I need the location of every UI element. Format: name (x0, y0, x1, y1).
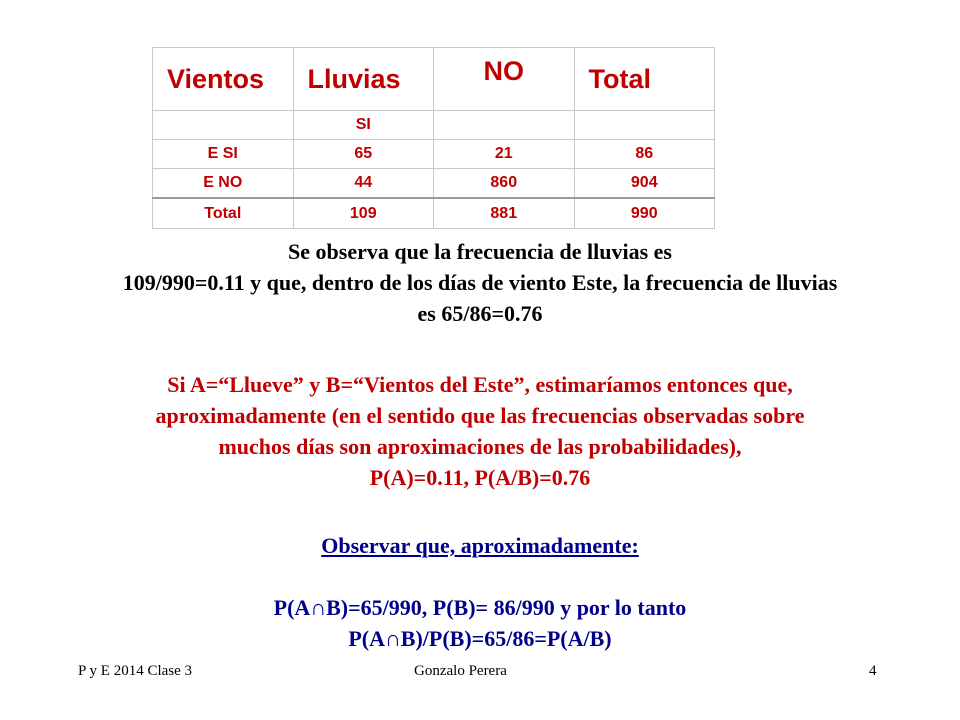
table-cell: 21 (434, 140, 575, 169)
table-cell: E NO (153, 169, 294, 199)
table-cell: SI (293, 111, 434, 140)
text-line: es 65/86=0.76 (417, 301, 543, 326)
text-line: P(A∩B)=65/990, P(B)= 86/990 y por lo tanto (273, 595, 687, 620)
observe-heading (20, 530, 940, 561)
heading-text: Observar que, aproximadamente: (321, 533, 639, 558)
table-cell: 109 (293, 198, 434, 229)
contingency-table (152, 47, 715, 229)
table-cell: 990 (574, 198, 715, 229)
header-cell: Total (574, 48, 715, 111)
table-cell (434, 111, 575, 140)
table-cell: E SI (153, 140, 294, 169)
estimation-paragraph (20, 369, 940, 493)
text-line: muchos días son aproximaciones de las probabilidades), (218, 434, 742, 459)
table-cell: 65 (293, 140, 434, 169)
table-cell: Total (153, 198, 294, 229)
text-line: Si A=“Llueve” y B=“Vientos del Este”, estimaríamos entonces que, (167, 372, 793, 397)
text-line: aproximadamente (en el sentido que las frecuencias observadas sobre (155, 403, 805, 428)
text-line: P(A∩B)/P(B)=65/86=P(A/B) (348, 626, 612, 651)
table-cell (153, 111, 294, 140)
table-cell: 904 (574, 169, 715, 199)
text-line: P(A)=0.11, P(A/B)=0.76 (369, 465, 591, 490)
table-cell: 86 (574, 140, 715, 169)
table-subheader-row (153, 111, 715, 140)
table-cell (574, 111, 715, 140)
footer-center: Gonzalo Perera (414, 663, 507, 679)
table-row (153, 169, 715, 199)
header-cell: NO (434, 48, 575, 111)
table-header-row (153, 48, 715, 111)
page-number: 4 (869, 663, 877, 679)
text-line: Se observa que la frecuencia de lluvias es (288, 239, 672, 264)
table-cell: 881 (434, 198, 575, 229)
text-line: 109/990=0.11 y que, dentro de los días de viento Este, la frecuencia de lluvias (122, 270, 838, 295)
table-total-row (153, 198, 715, 229)
header-cell: Lluvias (293, 48, 434, 111)
observation-paragraph (20, 236, 940, 329)
table-cell: 44 (293, 169, 434, 199)
header-cell: Vientos (153, 48, 294, 111)
footer-left: P y E 2014 Clase 3 (78, 663, 193, 679)
table-cell: 860 (434, 169, 575, 199)
formula-paragraph (20, 592, 940, 654)
table-row (153, 140, 715, 169)
